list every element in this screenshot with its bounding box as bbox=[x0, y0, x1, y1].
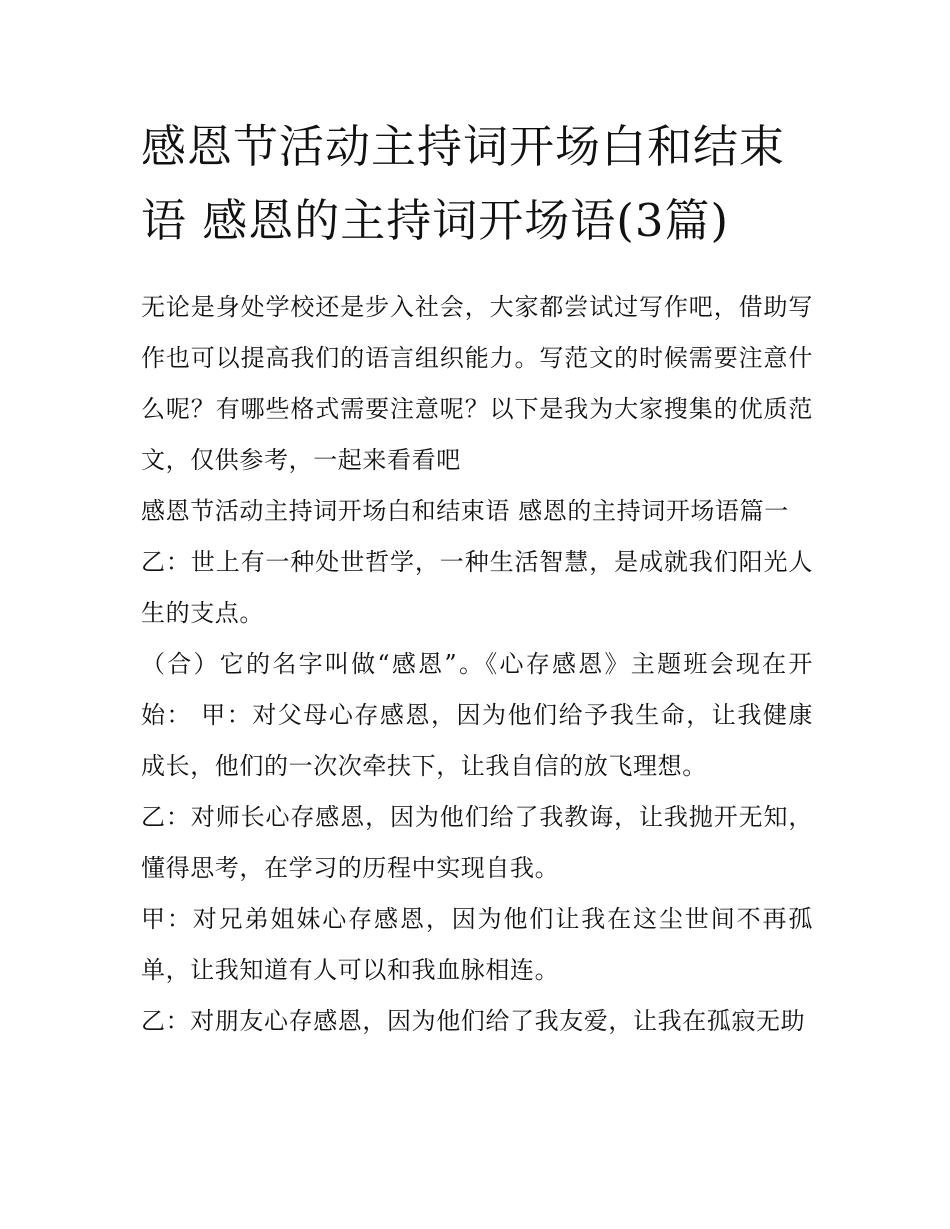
intro-paragraph: 无论是身处学校还是步入社会，大家都尝试过写作吧，借助写作也可以提高我们的语言组织能力。写范文的时候需要注意什么呢？有哪些格式需要注意呢？以下是我为大家搜集的优质范文，仅供参考，一起来看看吧 bbox=[141, 293, 813, 474]
body-paragraph: 乙：对师长心存感恩，因为他们给了我教诲，让我抛开无知，懂得思考，在学习的历程中实现自我。 bbox=[141, 803, 813, 882]
document-body bbox=[141, 282, 813, 1047]
body-paragraph: 乙：世上有一种处世哲学，一种生活智慧，是成就我们阳光人生的支点。 bbox=[141, 548, 813, 627]
document-page bbox=[141, 110, 813, 1047]
body-paragraph: （合）它的名字叫做“感恩”。《心存感恩》主题班会现在开始： 甲：对父母心存感恩，因为他们给予我生命，让我健康成长，他们的一次次牵扶下，让我自信的放飞理想。 bbox=[141, 650, 813, 780]
section-heading: 感恩节活动主持词开场白和结束语 感恩的主持词开场语篇一 bbox=[141, 497, 789, 525]
document-title: 感恩节活动主持词开场白和结束语 感恩的主持词开场语(3篇) bbox=[141, 120, 786, 247]
body-paragraph: 甲：对兄弟姐妹心存感恩，因为他们让我在这尘世间不再孤单，让我知道有人可以和我血脉相连。 bbox=[141, 905, 813, 984]
body-paragraph: 乙：对朋友心存感恩，因为他们给了我友爱，让我在孤寂无助 bbox=[141, 1007, 806, 1035]
